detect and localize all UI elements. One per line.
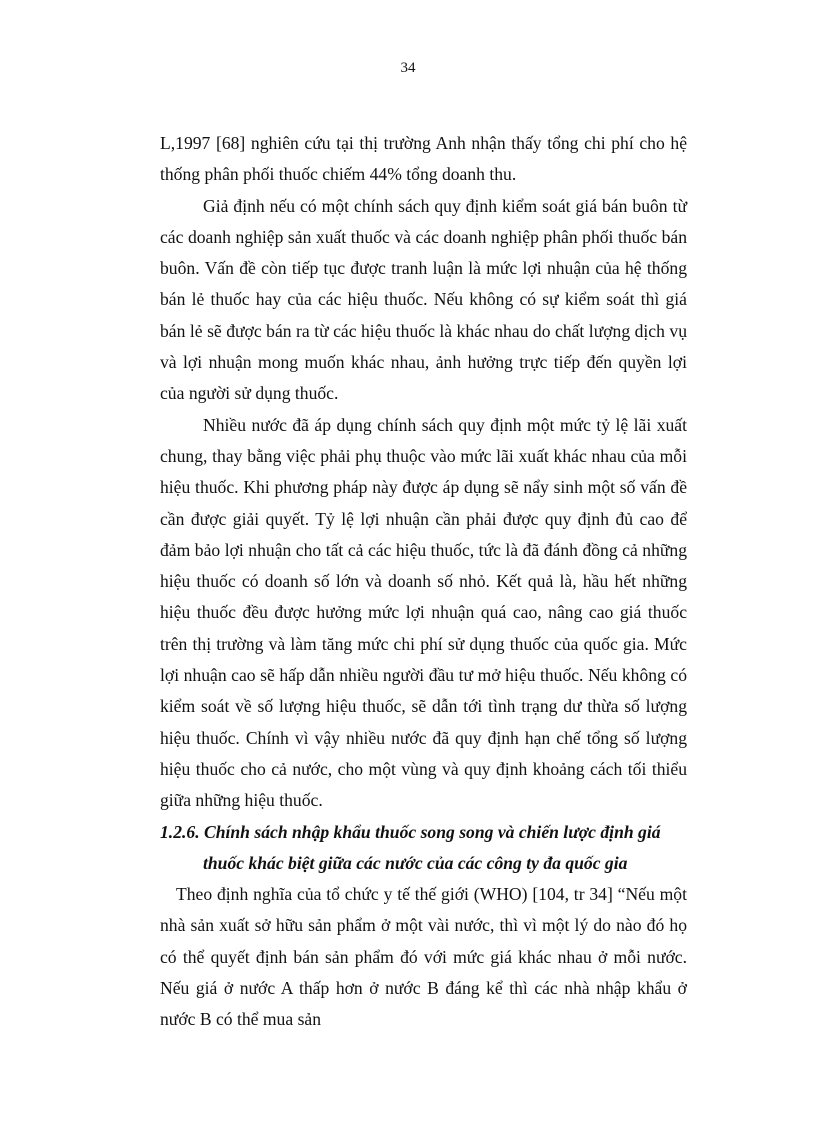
section-heading xyxy=(160,817,687,880)
section-heading-line1: 1.2.6. Chính sách nhập khẩu thuốc song song và chiến lược định giá xyxy=(160,821,661,842)
paragraph-profit-margin: Nhiều nước đã áp dụng chính sách quy định một mức tỷ lệ lãi xuất chung, thay bằng việc phải phụ thuộc vào mức lãi xuất khác nhau của mỗi hiệu thuốc. Khi phương pháp này được áp dụng sẽ nẩy sinh một số vấn đề cần được giải quyết. Tỷ lệ lợi nhuận cần phải được quy định đủ cao để đảm bảo lợi nhuận cho tất cả các hiệu thuốc, tức là đã đánh đồng cả những hiệu thuốc có doanh số lớn và doanh số nhỏ. Kết quả là, hầu hết những hiệu thuốc đều được hưởng mức lợi nhuận quá cao, nâng cao giá thuốc trên thị trường và làm tăng mức chi phí sử dụng thuốc của quốc gia. Mức lợi nhuận cao sẽ hấp dẫn nhiều người đầu tư mở hiệu thuốc. Nếu không có kiểm soát về số lượng hiệu thuốc, sẽ dẫn tới tình trạng dư thừa số lượng hiệu thuốc. Chính vì vậy nhiều nước đã quy định hạn chế tổng số lượng hiệu thuốc cho cả nước, cho một vùng và quy định khoảng cách tối thiểu giữa những hiệu thuốc. xyxy=(160,414,687,811)
section-heading-line2: thuốc khác biệt giữa các nước của các công ty đa quốc gia xyxy=(203,852,628,873)
paragraph-wholesale-control: Giả định nếu có một chính sách quy định kiểm soát giá bán buôn từ các doanh nghiệp sản xuất thuốc và các doanh nghiệp phân phối thuốc bán buôn. Vấn đề còn tiếp tục được tranh luận là mức lợi nhuận của hệ thống bán lẻ thuốc hay của các hiệu thuốc. Nếu không có sự kiểm soát thì giá bán lẻ sẽ được bán ra từ các hiệu thuốc là khác nhau do chất lượng dịch vụ và lợi nhuận mong muốn khác nhau, ảnh hưởng trực tiếp đến quyền lợi của người sử dụng thuốc. xyxy=(160,195,687,404)
paragraph-continuation: L,1997 [68] nghiên cứu tại thị trường Anh nhận thấy tổng chi phí cho hệ thống phân phối thuốc chiếm 44% tổng doanh thu. xyxy=(160,133,687,185)
page-number: 34 xyxy=(400,60,416,76)
paragraph-who-definition: Theo định nghĩa của tổ chức y tế thế giới (WHO) [104, tr 34] “Nếu một nhà sản xuất sở hữu sản phẩm ở một vài nước, thì vì một lý do nào đó họ có thể quyết định bán sản phẩm đó với mức giá khác nhau ở mỗi nước. Nếu giá ở nước A thấp hơn ở nước B đáng kể thì các nhà nhập khẩu ở nước B có thể mua sản xyxy=(160,884,687,1030)
document-body xyxy=(160,128,687,1036)
